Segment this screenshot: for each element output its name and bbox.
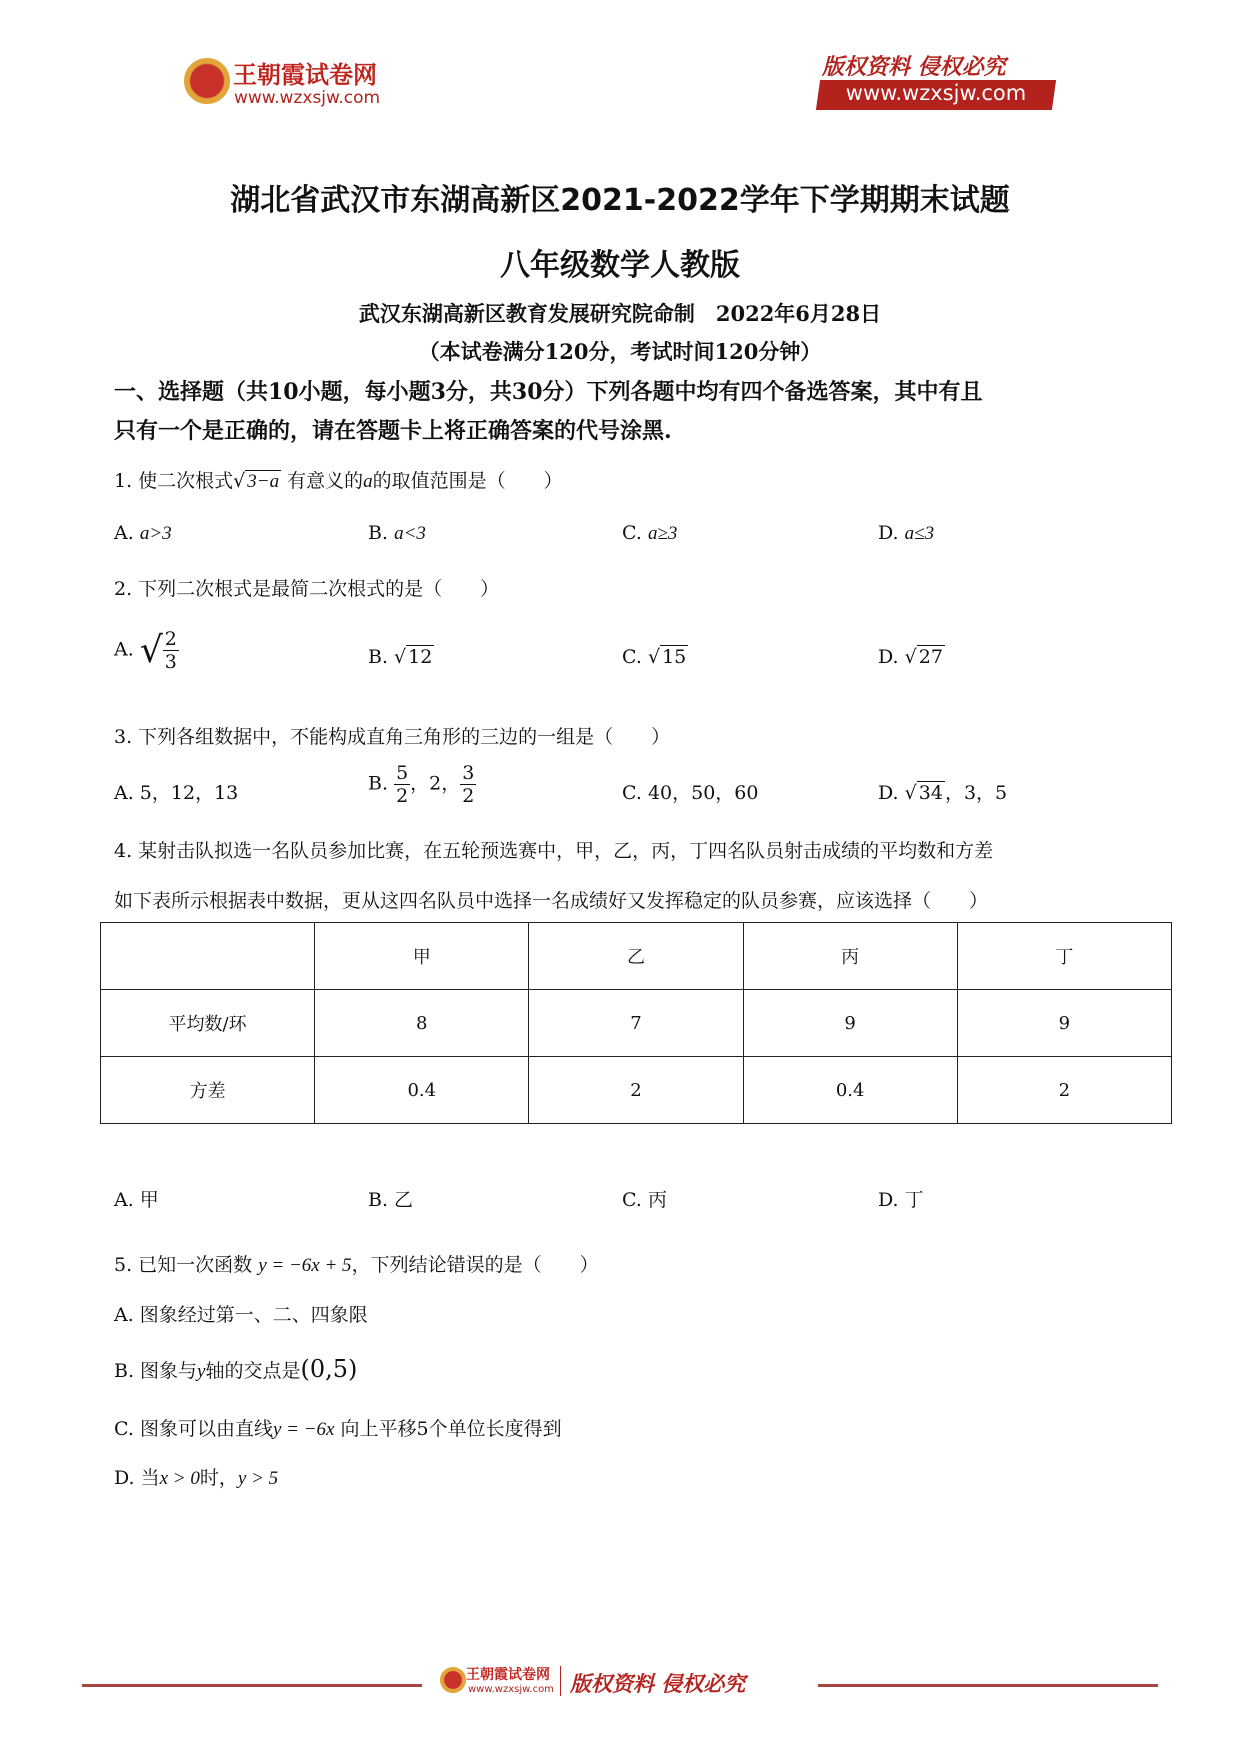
table-cell: 0.4 bbox=[315, 1057, 529, 1124]
q1-option-c[interactable]: C. a≥3 bbox=[622, 522, 678, 544]
table-cell bbox=[101, 923, 315, 990]
logo-name: 王朝霞试卷网 bbox=[233, 61, 377, 89]
q1-var: a bbox=[363, 471, 373, 492]
score-table bbox=[100, 922, 1172, 1124]
question-3: 3. 下列各组数据中，不能构成直角三角形的三边的一组是（ ） bbox=[114, 726, 671, 748]
q2-option-d[interactable]: D. √ 27 bbox=[878, 646, 943, 668]
q1-option-a[interactable]: A. a>3 bbox=[114, 522, 172, 544]
q5-option-c[interactable]: C. 图象可以由直线y = −6x 向上平移5个单位长度得到 bbox=[114, 1418, 562, 1440]
q2-option-a[interactable]: A. √ $\frac{2}{3}$ bbox=[114, 628, 177, 673]
table-cell: 甲 bbox=[315, 923, 529, 990]
logo-url: www.wzxsjw.com bbox=[234, 88, 381, 108]
table-cell: 丙 bbox=[743, 923, 957, 990]
table-cell: 方差 bbox=[101, 1057, 315, 1124]
issuer: 武汉东湖高新区教育发展研究院命制 2022年6月28日 bbox=[358, 301, 882, 326]
q2-option-b[interactable]: B. √ 12 bbox=[368, 646, 433, 668]
footer-copyright: 版权资料 侵权必究 bbox=[570, 1671, 746, 1696]
table-cell: 9 bbox=[957, 990, 1171, 1057]
q4-option-a[interactable]: A. 甲 bbox=[114, 1189, 159, 1211]
q4-option-d[interactable]: D. 丁 bbox=[878, 1189, 924, 1211]
table-cell: 8 bbox=[315, 990, 529, 1057]
table-row bbox=[101, 1057, 1172, 1124]
table-cell: 0.4 bbox=[743, 1057, 957, 1124]
q3-option-d[interactable]: D. √ 34 ，3，5 bbox=[878, 782, 1008, 804]
table-cell: 2 bbox=[957, 1057, 1171, 1124]
question-1: 1. 使二次根式√ 3−a 有意义的a的取值范围是（ ） bbox=[114, 470, 563, 492]
question-2: 2. 下列二次根式是最简二次根式的是（ ） bbox=[114, 578, 500, 600]
q4-option-c[interactable]: C. 丙 bbox=[622, 1189, 667, 1211]
section-heading-1: 一、选择题（共10小题，每小题3分，共30分）下列各题中均有四个备选答案，其中有且 bbox=[114, 379, 983, 405]
q3-option-a[interactable]: A. 5，12，13 bbox=[114, 782, 239, 804]
footer-divider bbox=[560, 1666, 561, 1696]
logo-badge-icon bbox=[184, 58, 230, 104]
question-5: 5. 已知一次函数 y = −6x + 5，下列结论错误的是（ ） bbox=[114, 1254, 599, 1276]
footer-logo-icon bbox=[440, 1667, 466, 1693]
q5-option-d[interactable]: D. 当x > 0时，y > 5 bbox=[114, 1467, 279, 1489]
q1-option-b[interactable]: B. a<3 bbox=[368, 522, 426, 544]
exam-note: （本试卷满分120分，考试时间120分钟） bbox=[418, 339, 822, 364]
q3-option-c[interactable]: C. 40，50，60 bbox=[622, 782, 759, 804]
page-subtitle: 八年级数学人教版 bbox=[500, 248, 740, 283]
q1-text-end: 的取值范围是（ ） bbox=[372, 470, 563, 492]
q4-option-b[interactable]: B. 乙 bbox=[368, 1189, 414, 1211]
table-cell: 7 bbox=[529, 990, 743, 1057]
q5-option-a[interactable]: A. 图象经过第一、二、四象限 bbox=[114, 1304, 368, 1326]
question-4-line2: 如下表所示根据表中数据，更从这四名队员中选择一名成绩好又发挥稳定的队员参赛，应该选择（ ） bbox=[114, 890, 989, 912]
q1-option-d[interactable]: D. a≤3 bbox=[878, 522, 935, 544]
footer-logo-name: 王朝霞试卷网 bbox=[466, 1667, 550, 1683]
footer-logo-url: www.wzxsjw.com bbox=[468, 1684, 554, 1695]
q3-option-b[interactable]: B. $\frac{5}{2}$ ，2， $\frac{3}{2}$ bbox=[368, 762, 475, 807]
page-title: 湖北省武汉市东湖高新区2021-2022学年下学期期末试题 bbox=[230, 183, 1010, 218]
q2-option-c[interactable]: C. √ 15 bbox=[622, 646, 687, 668]
q1-text: 1. 使二次根式 bbox=[114, 470, 234, 492]
table-cell: 乙 bbox=[529, 923, 743, 990]
table-row bbox=[101, 990, 1172, 1057]
table-cell: 丁 bbox=[957, 923, 1171, 990]
question-4-line1: 4. 某射击队拟选一名队员参加比赛，在五轮预选赛中，甲，乙，丙，丁四名队员射击成绩的平均数和方差 bbox=[114, 840, 994, 862]
footer-line-right bbox=[818, 1684, 1158, 1687]
banner-url: www.wzxsjw.com bbox=[845, 81, 1027, 105]
table-header-row bbox=[101, 923, 1172, 990]
footer-line-left bbox=[82, 1684, 422, 1687]
table-cell: 9 bbox=[743, 990, 957, 1057]
table-cell: 平均数/环 bbox=[101, 990, 315, 1057]
q1-text-mid: 有意义的 bbox=[287, 470, 364, 492]
copyright-text: 版权资料 侵权必究 bbox=[822, 54, 1006, 80]
q5-option-b[interactable]: B. 图象与y轴的交点是(0,5) bbox=[114, 1355, 358, 1383]
q1-radical: 3−a bbox=[247, 471, 280, 492]
section-heading-2: 只有一个是正确的，请在答题卡上将正确答案的代号涂黑. bbox=[114, 418, 672, 444]
table-cell: 2 bbox=[529, 1057, 743, 1124]
